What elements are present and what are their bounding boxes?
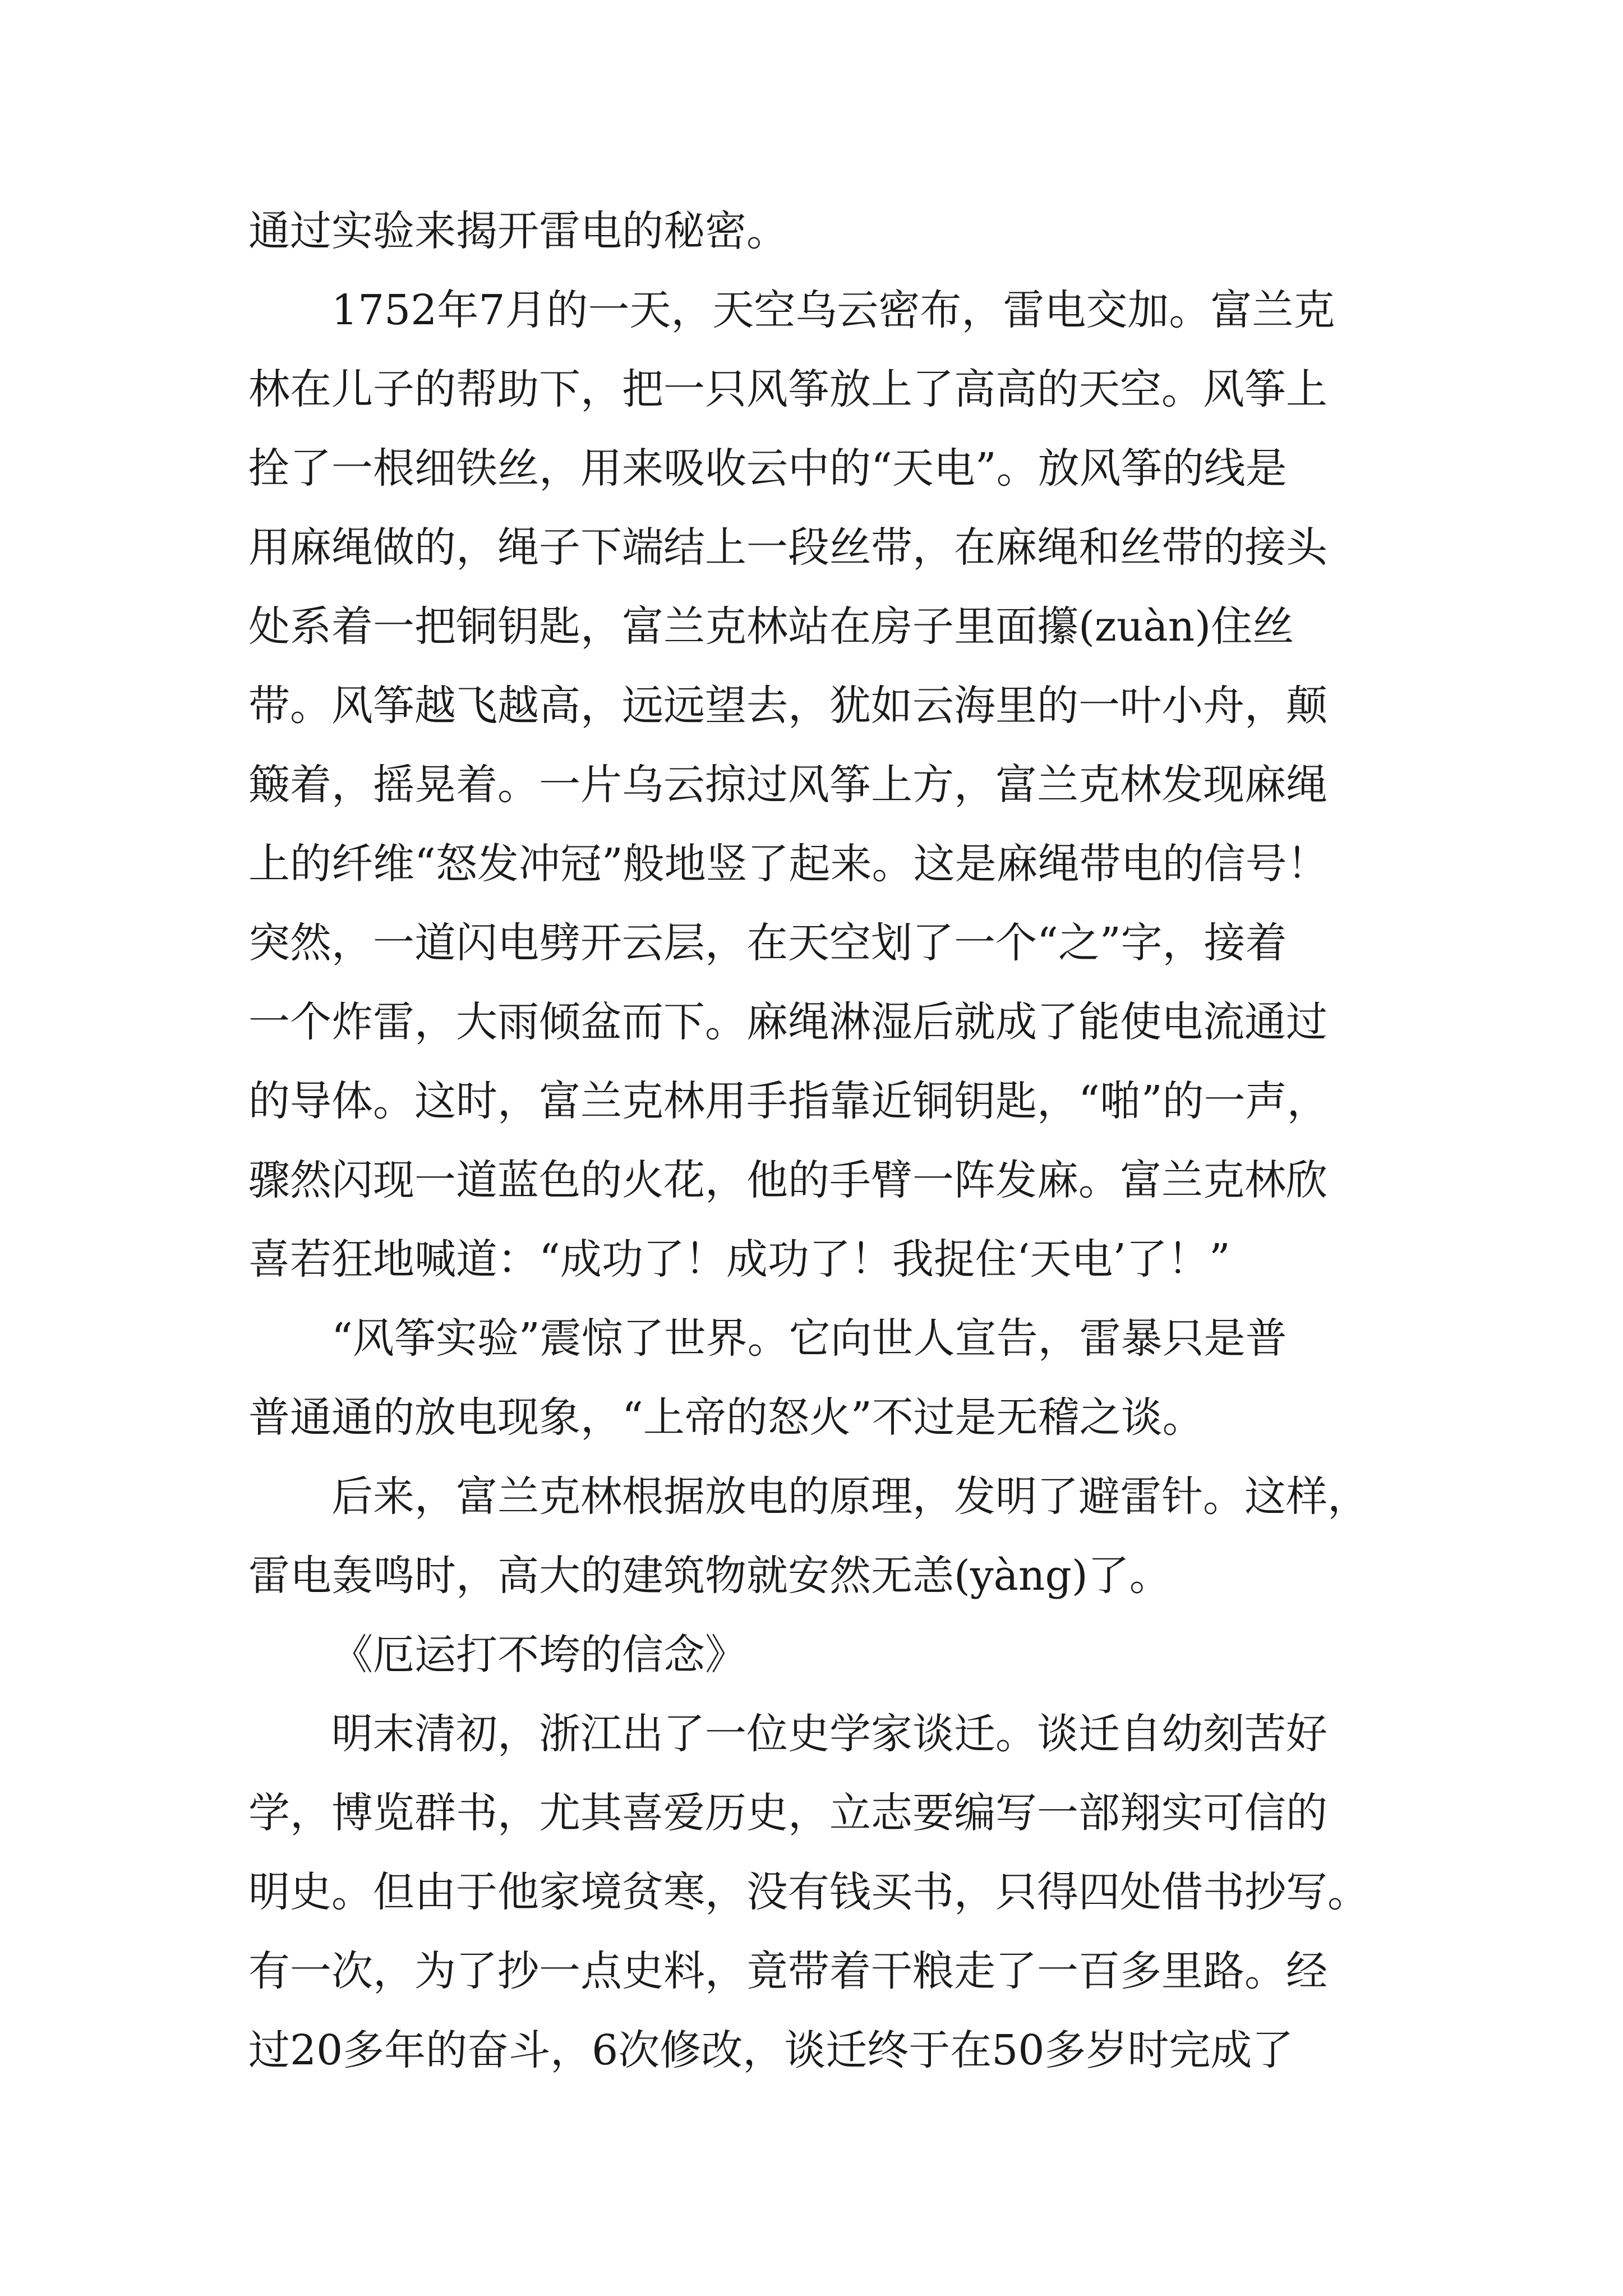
text-line: 一个炸雷，大雨倾盆而下。麻绳淋湿后就成了能使电流通过 [248,998,1327,1046]
text-line: 拴了一根细铁丝，用来吸收云中的“天电”。放风筝的线是 [248,444,1287,493]
text-line: 明史。但由于他家境贫寒，没有钱买书，只得四处借书抄写。 [248,1868,1369,1916]
section-title: 《厄运打不垮的信念》 [331,1631,746,1679]
text-line: 带。风筝越飞越高，远远望去，犹如云海里的一叶小舟，颠 [248,682,1327,730]
text-line: 过20多年的奋斗，6次修改，谈迁终于在50多岁时完成了 [248,2026,1294,2074]
paragraph-start-line: 明末清初，浙江出了一位史学家谈迁。谈迁自幼刻苦好 [331,1710,1327,1758]
text-line: 用麻绳做的，绳子下端结上一段丝带，在麻绳和丝带的接头 [248,523,1327,572]
text-line: 通过实验来揭开雷电的秘密。 [248,207,788,255]
paragraph-start-line: “风筝实验”震惊了世界。它向世人宣告，雷暴只是普 [331,1314,1287,1363]
text-line: 学，博览群书，尤其喜爱历史，立志要编写一部翔实可信的 [248,1789,1327,1837]
text-line: 喜若狂地喊道：“成功了！成功了！我捉住‘天电’了！” [248,1235,1230,1283]
text-line: 的导体。这时，富兰克林用手指靠近铜钥匙，“啪”的一声， [248,1077,1329,1125]
text-line: 有一次，为了抄一点史料，竟带着干粮走了一百多里路。经 [248,1947,1327,1995]
text-line: 上的纤维“怒发冲冠”般地竖了起来。这是麻绳带电的信号！ [248,840,1329,888]
text-line: 簸着，摇晃着。一片乌云掠过风筝上方，富兰克林发现麻绳 [248,761,1327,809]
text-line: 普通通的放电现象，“上帝的怒火”不过是无稽之谈。 [248,1393,1204,1442]
text-line: 处系着一把铜钥匙，富兰克林站在房子里面攥(zuàn)住丝 [248,602,1294,651]
paragraph-start-line: 1752年7月的一天，天空乌云密布，雷电交加。富兰克 [331,286,1335,334]
text-line: 突然，一道闪电劈开云层，在天空划了一个“之”字，接着 [248,919,1287,967]
text-line: 林在儿子的帮助下，把一只风筝放上了高高的天空。风筝上 [248,365,1327,413]
paragraph-start-line: 后来，富兰克林根据放电的原理，发明了避雷针。这样， [331,1473,1369,1521]
text-line: 骤然闪现一道蓝色的火花，他的手臂一阵发麻。富兰克林欣 [248,1156,1327,1204]
text-line: 雷电轰鸣时，高大的建筑物就安然无恙(yàng)了。 [248,1552,1171,1600]
